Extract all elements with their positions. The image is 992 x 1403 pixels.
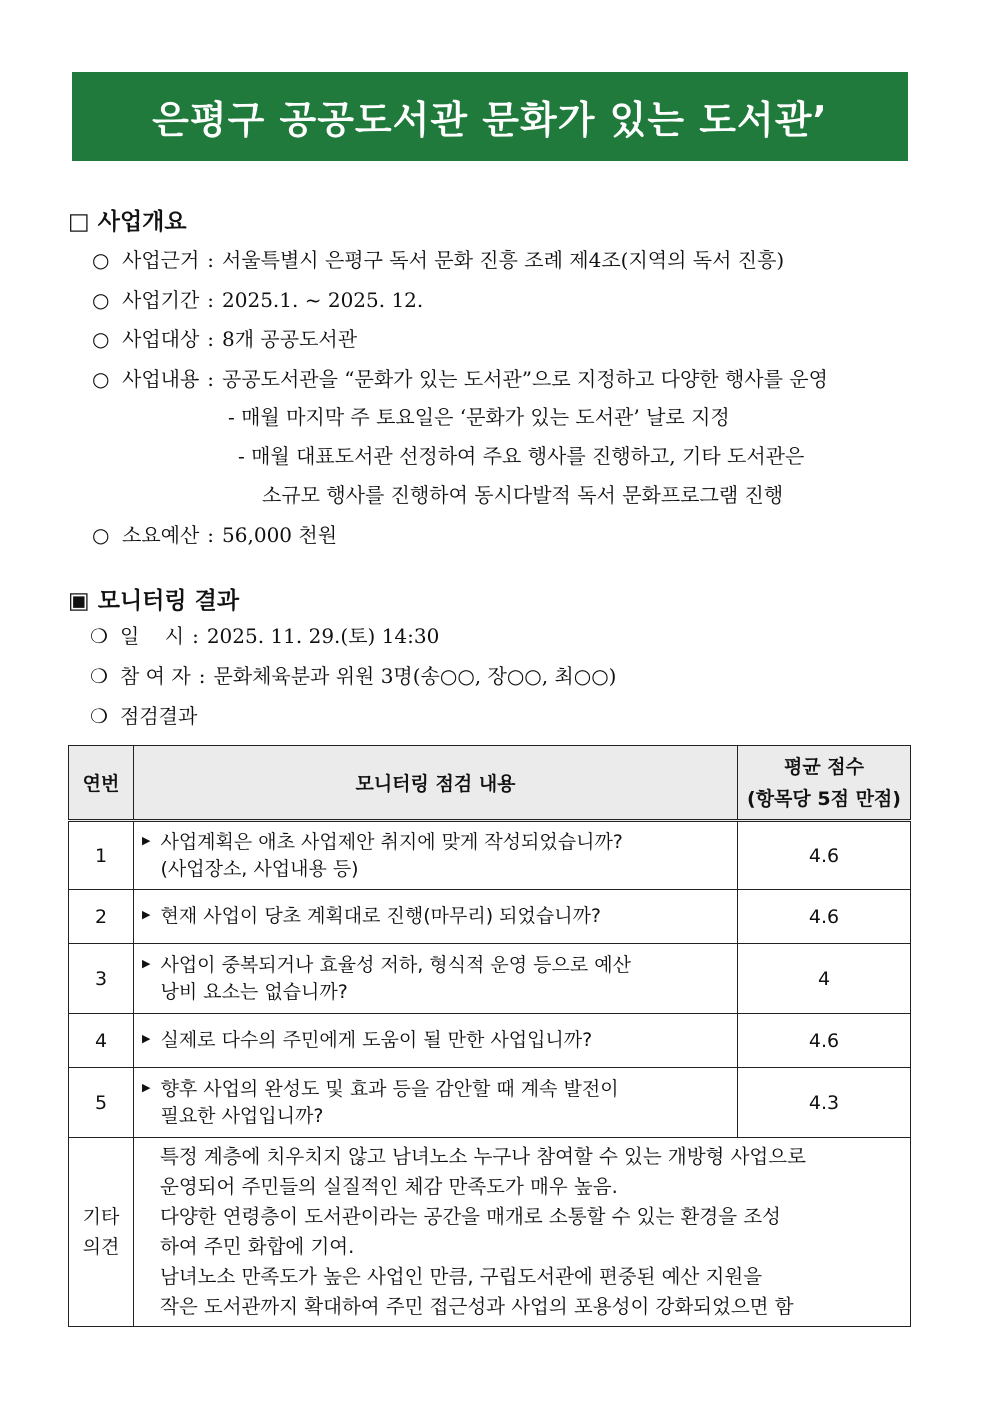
circle-bullet-icon: ❍ [90,664,108,688]
table-row: 5 ▶ 향후 사업의 완성도 및 효과 등을 감안할 때 계속 발전이 필요한 사업입니까? 4.3 [69,1068,911,1138]
circle-bullet-icon: ○ [92,288,110,312]
triangle-bullet-icon: ▶ [142,908,151,921]
overview-item-target: ○ 사업대상 : 8개 공공도서관 [92,327,358,351]
page-title: 은평구 공공도서관 문화가 있는 도서관’ [152,98,828,142]
header-no: 연번 [69,746,134,821]
table-row: 2 ▶ 현재 사업이 당초 계획대로 진행(마무리) 되었습니까? 4.6 [69,890,911,944]
circle-bullet-icon: ○ [92,327,110,351]
etc-label: 기타 의견 [69,1138,134,1327]
table-header-row [69,746,911,821]
circle-bullet-icon: ○ [92,248,110,272]
table-row: 4 ▶ 실제로 다수의 주민에게 도움이 될 만한 사업입니까? 4.6 [69,1014,911,1068]
overview-content-sub2b: 소규모 행사를 진행하여 동시다발적 독서 문화프로그램 진행 [262,483,784,507]
page-title-banner [72,72,908,161]
overview-heading: □ 사업개요 [68,209,187,235]
monitoring-heading: ▣ 모니터링 결과 [68,588,240,614]
monitoring-date: ❍ 일 시 : 2025. 11. 29.(토) 14:30 [90,624,440,648]
overview-content-sub1: - 매월 마지막 주 토요일은 ‘문화가 있는 도서관’ 날로 지정 [228,405,730,429]
header-score: 평균 점수 (항목당 5점 만점) [738,746,911,821]
monitoring-result-label: ❍ 점검결과 [90,704,198,728]
etc-opinion: 특정 계층에 치우치지 않고 남녀노소 누구나 참여할 수 있는 개방형 사업으로 운영되어 주민들의 실질적인 체감 만족도가 매우 높음. 다양한 연령층이 도서관이라는 공간을 매개로 소통할 수 있는 환경을 조성 하여 주민 화합에 기여. 남녀노소 만족도가 높은 사업인 만큼, 구립도서관에 편중된 예산 지원을 작은 도서관까지 확대하여 주민 접근성과 사업의 포용성이 강화되었으면 함 [134,1138,911,1327]
circle-bullet-icon: ❍ [90,624,108,648]
table-row-etc [69,1138,911,1327]
monitoring-participants: ❍ 참 여 자 : 문화체육분과 위원 3명(송○○, 장○○, 최○○) [90,664,617,688]
table-row: 1 ▶ 사업계획은 애초 사업제안 취지에 맞게 작성되었습니까? (사업장소, 사업내용 등) 4.6 [69,821,911,890]
header-content: 모니터링 점검 내용 [134,746,738,821]
filled-square-icon: ▣ [68,588,90,614]
table-row: 3 ▶ 사업이 중복되거나 효율성 저하, 형식적 운영 등으로 예산 낭비 요소는 없습니까? 4 [69,944,911,1014]
monitoring-table [68,745,911,1327]
circle-bullet-icon: ❍ [90,704,108,728]
overview-item-period: ○ 사업기간 : 2025.1. ~ 2025. 12. [92,288,424,312]
overview-item-content: ○ 사업내용 : 공공도서관을 “문화가 있는 도서관”으로 지정하고 다양한 행사를 운영 [92,367,828,391]
overview-item-budget: ○ 소요예산 : 56,000 천원 [92,523,338,547]
triangle-bullet-icon: ▶ [142,956,151,970]
overview-item-basis: ○ 사업근거 : 서울특별시 은평구 독서 문화 진흥 조례 제4조(지역의 독서 진흥) [92,248,785,272]
circle-bullet-icon: ○ [92,367,110,391]
triangle-bullet-icon: ▶ [142,1080,151,1094]
empty-square-icon: □ [68,209,90,235]
overview-content-sub2a: - 매월 대표도서관 선정하여 주요 행사를 진행하고, 기타 도서관은 [238,444,805,468]
circle-bullet-icon: ○ [92,523,110,547]
triangle-bullet-icon: ▶ [142,1032,151,1045]
triangle-bullet-icon: ▶ [142,833,151,847]
